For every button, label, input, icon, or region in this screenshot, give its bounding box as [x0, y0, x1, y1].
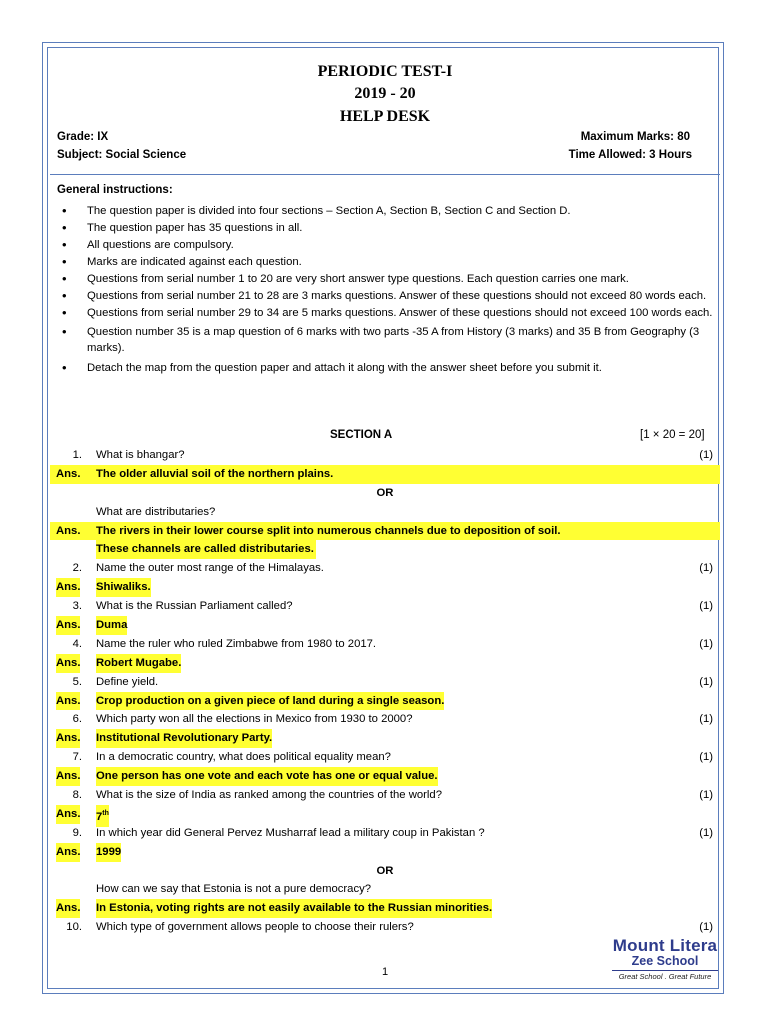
question-number: 4. — [72, 637, 82, 650]
question-number: 5. — [72, 675, 82, 688]
answer-text: In Estonia, voting rights are not easily available to the Russian minorities. — [96, 899, 492, 918]
answer-row — [50, 692, 720, 711]
bullet-icon: • — [62, 220, 67, 235]
grade-label: Grade: IX — [57, 131, 109, 143]
page-number: 1 — [381, 966, 389, 978]
instruction-item: • The question paper is divided into four sections – Section A, Section B, Section C and Section D. — [62, 203, 571, 218]
bullet-icon: • — [62, 237, 67, 252]
instruction-item: • All questions are compulsory. — [62, 237, 234, 252]
school-logo — [610, 936, 720, 981]
question-row — [50, 748, 720, 767]
answer-text: The rivers in their lower course split into numerous channels due to deposition of soil. — [96, 524, 561, 537]
instruction-item: • Marks are indicated against each question. — [62, 254, 302, 269]
answer-label: Ans. — [56, 578, 80, 597]
answer-row — [50, 654, 720, 673]
question-text: What is the size of India as ranked among the countries of the world? — [96, 789, 443, 802]
question-marks: (1) — [699, 637, 713, 650]
answer-label: Ans. — [56, 524, 81, 537]
question-marks: (1) — [699, 789, 713, 802]
question-number: 9. — [72, 826, 82, 839]
bullet-icon: • — [62, 271, 67, 286]
test-subtitle: HELP DESK — [339, 108, 431, 125]
question-marks: (1) — [699, 713, 713, 726]
bullet-icon: • — [62, 288, 67, 303]
question-row — [50, 503, 720, 522]
instruction-item: • Question number 35 is a map question of 6 marks with two parts -35 A from History (3 marks) and 35 B from Geography (3 marks). — [62, 323, 700, 354]
answer-row-continued — [50, 540, 720, 559]
answer-text: One person has one vote and each vote has one or equal value. — [96, 767, 438, 786]
answer-row — [50, 805, 720, 824]
answer-row — [50, 578, 720, 597]
question-answer-list — [50, 446, 720, 937]
question-text: In a democratic country, what does political equality mean? — [96, 751, 391, 764]
time-allowed-label: Time Allowed: 3 Hours — [568, 149, 692, 161]
test-title: PERIODIC TEST-I — [317, 63, 453, 80]
question-number: 6. — [72, 713, 82, 726]
question-number: 8. — [72, 789, 82, 802]
question-text: Which type of government allows people to choose their rulers? — [96, 921, 414, 934]
answer-text: These channels are called distributaries. — [96, 540, 316, 559]
answer-text: Robert Mugabe. — [96, 654, 181, 673]
instruction-item: • Detach the map from the question paper and attach it along with the answer sheet before you submit it. — [62, 359, 602, 375]
question-marks: (1) — [699, 562, 713, 575]
question-text: What are distributaries? — [96, 505, 216, 518]
answer-label: Ans. — [56, 616, 80, 635]
logo-sub-text: Zee School — [631, 954, 699, 968]
instructions-heading: General instructions: — [57, 184, 173, 196]
answer-text: Institutional Revolutionary Party. — [96, 729, 272, 748]
bullet-icon: • — [62, 254, 67, 269]
answer-text: The older alluvial soil of the northern plains. — [96, 467, 334, 480]
question-row — [50, 673, 720, 692]
question-number: 1. — [72, 449, 82, 461]
question-marks: (1) — [699, 921, 713, 934]
section-a-heading: SECTION A — [330, 429, 393, 441]
header-divider — [50, 174, 720, 175]
or-divider: OR — [376, 864, 394, 877]
question-text: Which party won all the elections in Mexico from 1930 to 2000? — [96, 713, 413, 726]
answer-row — [50, 465, 720, 484]
question-number: 10. — [66, 921, 82, 934]
question-row — [50, 710, 720, 729]
question-row — [50, 559, 720, 578]
answer-row — [50, 729, 720, 748]
question-number: 7. — [72, 751, 82, 764]
bullet-icon: • — [62, 359, 67, 375]
answer-text: Duma — [96, 616, 127, 635]
instruction-item: • Questions from serial number 1 to 20 are very short answer type questions. Each question carries one mark. — [62, 271, 629, 286]
question-text: Name the ruler who ruled Zimbabwe from 1980 to 2017. — [96, 637, 377, 650]
question-row — [50, 824, 720, 843]
answer-row — [50, 616, 720, 635]
question-marks: (1) — [699, 826, 713, 839]
instruction-item: • Questions from serial number 29 to 34 are 5 marks questions. Answer of these questions should not exceed 100 words each. — [62, 305, 713, 320]
bullet-icon: • — [62, 323, 67, 339]
subject-label: Subject: Social Science — [57, 149, 187, 161]
answer-row — [50, 843, 720, 862]
answer-label: Ans. — [56, 843, 80, 862]
question-row — [50, 446, 720, 465]
question-text: Define yield. — [96, 675, 159, 688]
answer-label: Ans. — [56, 899, 80, 918]
answer-label: Ans. — [56, 692, 80, 711]
question-text: What is the Russian Parliament called? — [96, 600, 293, 613]
question-row — [50, 635, 720, 654]
answer-text: Shiwaliks. — [96, 578, 151, 597]
question-text: How can we say that Estonia is not a pure democracy? — [96, 883, 372, 896]
question-row — [50, 597, 720, 616]
answer-label: Ans. — [56, 729, 80, 748]
answer-text: 7th — [96, 805, 109, 827]
answer-label: Ans. — [56, 767, 80, 786]
answer-text: Crop production on a given piece of land during a single season. — [96, 692, 444, 711]
question-number: 3. — [72, 600, 82, 613]
bullet-icon: • — [62, 305, 67, 320]
question-marks: (1) — [699, 600, 713, 613]
logo-tagline: Great School . Great Future — [618, 972, 712, 981]
instructions-list — [62, 203, 714, 377]
question-marks: (1) — [699, 449, 713, 461]
answer-row — [50, 899, 720, 918]
answer-row — [50, 522, 720, 541]
question-number: 2. — [72, 562, 82, 575]
question-row — [50, 918, 720, 937]
question-marks: (1) — [699, 675, 713, 688]
instruction-item: • The question paper has 35 questions in all. — [62, 220, 303, 235]
logo-divider — [612, 970, 718, 971]
section-a-marks: [1 × 20 = 20] — [640, 429, 705, 441]
instruction-item: • Questions from serial number 21 to 28 are 3 marks questions. Answer of these questions should not exceed 80 words each. — [62, 288, 707, 303]
answer-label: Ans. — [56, 805, 80, 824]
logo-main-text: Mount Litera — [612, 936, 718, 955]
question-text: What is bhangar? — [96, 449, 185, 461]
question-text: Name the outer most range of the Himalayas. — [96, 562, 324, 575]
or-divider: OR — [376, 486, 394, 499]
bullet-icon: • — [62, 203, 67, 218]
answer-row — [50, 767, 720, 786]
answer-text: 1999 — [96, 843, 121, 862]
question-text: In which year did General Pervez Musharraf lead a military coup in Pakistan ? — [96, 826, 485, 839]
question-row — [50, 786, 720, 805]
question-row — [50, 880, 720, 899]
answer-label: Ans. — [56, 654, 80, 673]
question-marks: (1) — [699, 751, 713, 764]
max-marks-label: Maximum Marks: 80 — [580, 131, 690, 143]
answer-label: Ans. — [56, 467, 81, 480]
test-year: 2019 - 20 — [354, 85, 416, 102]
